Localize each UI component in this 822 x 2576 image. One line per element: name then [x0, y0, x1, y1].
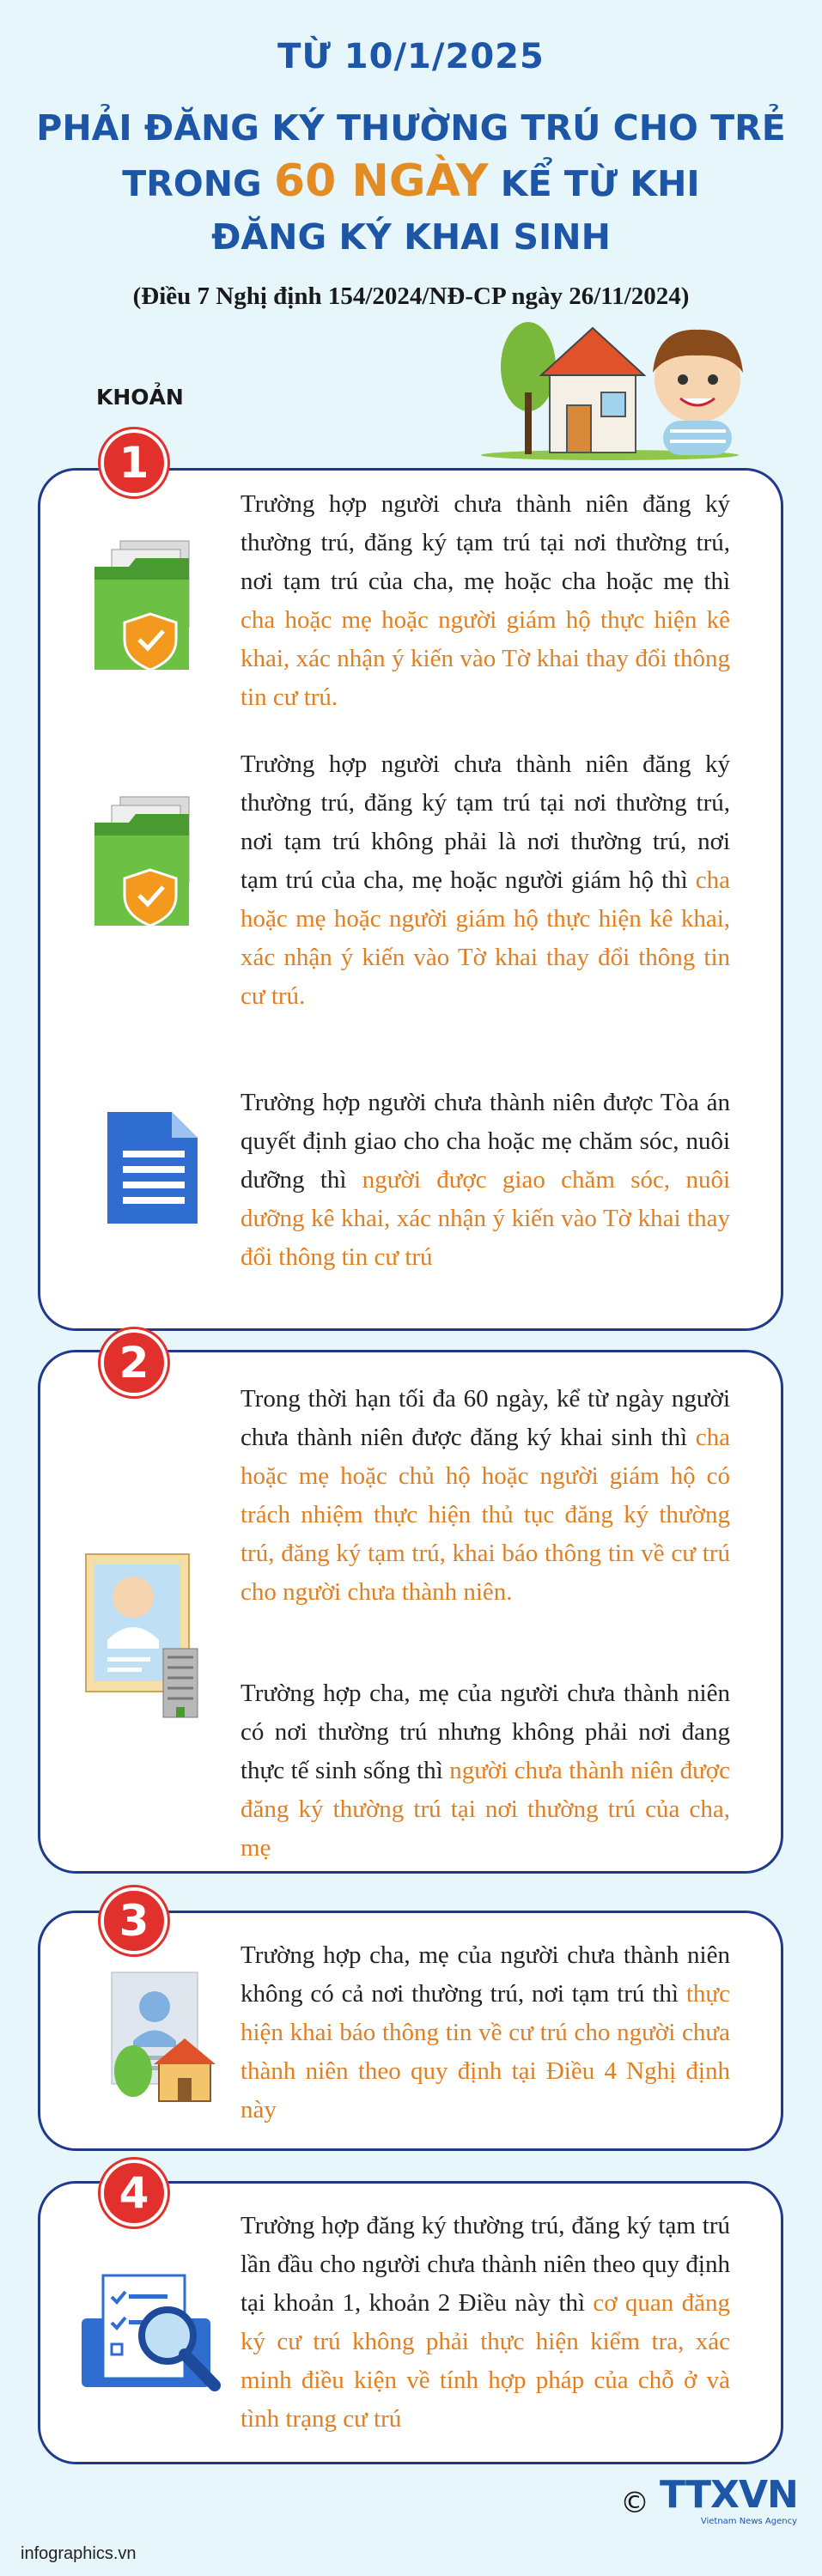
para-highlight: cha hoặc mẹ hoặc người giám hộ thực hiện kê khai, xác nhận ý kiến vào Tờ khai thay đổi thông tin cư trú.	[241, 866, 730, 1010]
id-card-house-icon	[99, 1968, 228, 2105]
section-number-1: 1	[100, 429, 167, 496]
para-text: Trường hợp đăng ký thường trú, đăng ký tạm trú lần đầu cho người chưa thành niên theo quy định tại khoản 1, khoản 2 Điều này thì	[241, 2212, 730, 2317]
title-line-2	[0, 155, 822, 210]
para-text: Trường hợp cha, mẹ của người chưa thành niên không có cả nơi thường trú, nơi tạm trú thì	[241, 1941, 730, 2008]
section-3-paragraph-1	[241, 1936, 730, 2129]
section-2-paragraph-2	[241, 1674, 730, 1868]
page-title	[0, 101, 822, 264]
footer-site-link[interactable]: infographics.vn	[21, 2544, 137, 2563]
ttxvn-logo	[660, 2473, 797, 2533]
subtitle: (Điều 7 Nghị định 154/2024/NĐ-CP ngày 26/11/2024)	[132, 283, 690, 310]
para-highlight: người chưa thành niên được đăng ký thường trú tại nơi thường trú của cha, mẹ	[241, 1757, 730, 1862]
para-highlight: thực hiện khai báo thông tin về cư trú cho người chưa thành niên theo quy định tại Điều 4 Nghị định này	[241, 1980, 730, 2123]
para-highlight: cơ quan đăng ký cư trú không phải thực hiện kiểm tra, xác minh điều kiện về tính hợp pháp của chỗ ở và tình trạng cư trú	[241, 2289, 730, 2433]
section-number-4: 4	[100, 2160, 167, 2227]
title-line-2-pre: TRONG	[122, 163, 274, 204]
para-text: Trường hợp người chưa thành niên đăng ký thường trú, đăng ký tạm trú tại nơi thường trú, nơi tạm trú của cha, mẹ hoặc cha hoặc mẹ thì	[241, 490, 730, 595]
copyright-symbol: ©	[620, 2486, 649, 2520]
khoan-label: KHOẢN	[96, 385, 184, 410]
section-number-2: 2	[100, 1329, 167, 1396]
checklist-magnifier-icon	[77, 2267, 228, 2396]
title-line-2-post: KỂ TỪ KHI	[488, 163, 700, 204]
folder-shield-icon	[86, 788, 206, 934]
birth-certificate-icon	[82, 1546, 210, 1726]
section-1-paragraph-2	[241, 745, 730, 1016]
para-text: Trường hợp cha, mẹ của người chưa thành niên có nơi thường trú nhưng không phải nơi đang thực tế sinh sống thì	[241, 1680, 730, 1784]
section-4-paragraph-1	[241, 2207, 730, 2439]
section-1-paragraph-1	[241, 485, 730, 717]
title-line-3: ĐĂNG KÝ KHAI SINH	[211, 216, 611, 258]
title-highlight-60-days: 60 NGÀY	[273, 155, 489, 207]
para-text: Trường hợp người chưa thành niên đăng ký thường trú, đăng ký tạm trú tại nơi thường trú, nơi tạm trú không phải là nơi thường trú, nơi tạm trú của cha, mẹ hoặc người giám hộ thì	[241, 750, 730, 894]
document-icon	[99, 1108, 206, 1228]
logo-text: TTXVN	[660, 2473, 798, 2517]
title-line-1: PHẢI ĐĂNG KÝ THƯỜNG TRÚ CHO TRẺ	[36, 107, 786, 149]
para-highlight: người được giao chăm sóc, nuôi dưỡng kê khai, xác nhận ý kiến vào Tờ khai thay đổi thông tin cư trú	[241, 1166, 731, 1271]
para-highlight: cha hoặc mẹ hoặc người giám hộ thực hiện kê khai, xác nhận ý kiến vào Tờ khai thay đổi thông tin cư trú.	[241, 606, 730, 711]
section-number-3: 3	[100, 1887, 167, 1954]
house-child-illustration	[481, 311, 756, 461]
section-1-paragraph-3	[241, 1084, 730, 1277]
para-highlight: cha hoặc mẹ hoặc chủ hộ hoặc người giám hộ có trách nhiệm thực hiện thủ tục đăng ký thường trú, đăng ký tạm trú, khai báo thông tin về cư trú cho người chưa thành niên.	[241, 1424, 730, 1606]
para-text: Trong thời hạn tối đa 60 ngày, kể từ ngày người chưa thành niên được đăng ký khai sinh thì	[241, 1385, 730, 1451]
para-text: Trường hợp người chưa thành niên được Tòa án quyết định giao cho cha hoặc mẹ chăm sóc, nuôi dưỡng thì	[241, 1089, 730, 1194]
folder-shield-icon	[86, 532, 206, 678]
header	[0, 34, 822, 311]
date-line: TỪ 10/1/2025	[277, 37, 545, 76]
section-2-paragraph-1	[241, 1380, 730, 1612]
logo-subtitle: Vietnam News Agency	[700, 2517, 797, 2526]
